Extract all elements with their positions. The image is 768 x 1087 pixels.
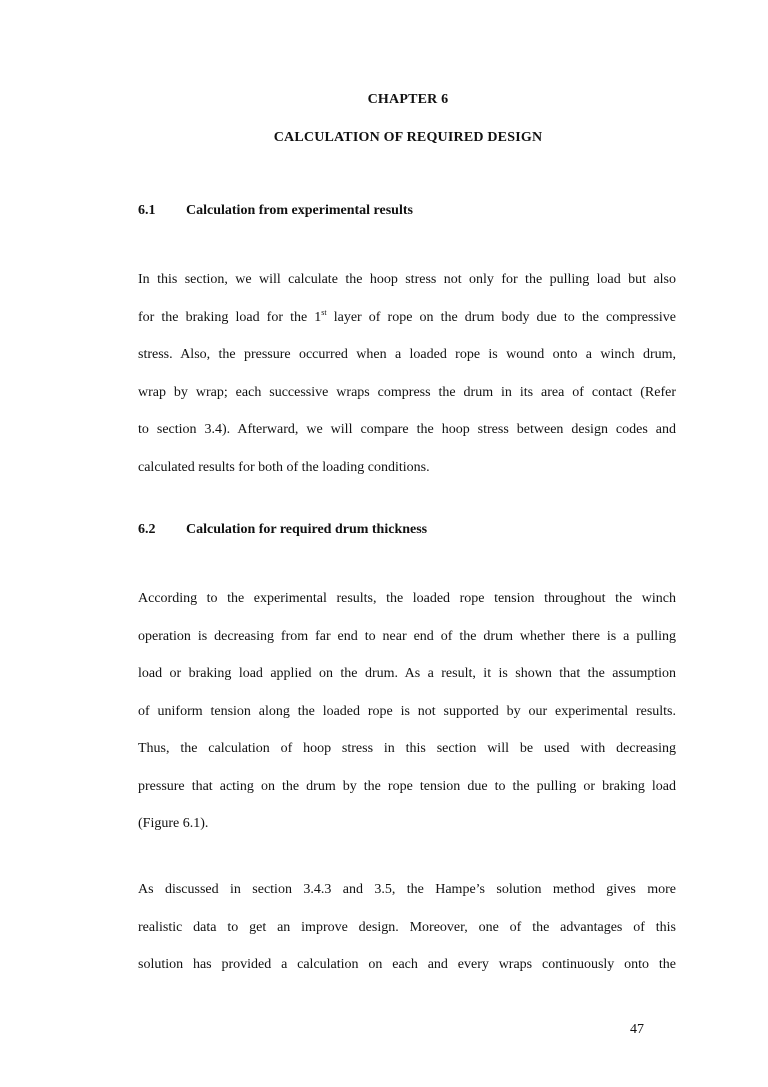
paragraph-intro [138,261,676,486]
superscript: st [321,307,327,317]
paragraph-line: stress. Also, the pressure occurred when a loaded rope is wound onto a winch drum, [138,347,676,362]
paragraph-line: of uniform tension along the loaded rope is not supported by our experimental results. [138,703,676,719]
section-title: Calculation for required drum thickness [186,522,428,537]
text-span: layer of rope on the drum body due to the compressive [326,309,676,325]
text-span: for the braking load for the 1 [138,309,322,325]
paragraph-line: In this section, we will calculate the hoop stress not only for the pulling load but also [138,272,676,287]
paragraph-line: solution has provided a calculation on each and every wraps continuously onto the [138,957,676,972]
paragraph-line: According to the experimental results, the loaded rope tension throughout the winch [138,591,676,606]
paragraph-line: to section 3.4). Afterward, we will compare the hoop stress between design codes and [138,422,676,437]
paragraph-drum-thickness [138,580,676,843]
section-number: 6.1 [138,203,156,218]
paragraph-line: calculated results for both of the loading conditions. [138,459,430,475]
paragraph-line [138,299,676,337]
paragraph-line: load or braking load applied on the drum. As a result, it is shown that the assumption [138,666,676,681]
section-number: 6.2 [138,522,156,537]
section-heading-6-1 [138,203,413,219]
paragraph-line: wrap by wrap; each successive wraps compress the drum in its area of contact (Refer [138,384,676,400]
paragraph-hampe-method [138,871,676,984]
paragraph-line: pressure that acting on the drum by the rope tension due to the pulling or braking load [138,778,676,794]
chapter-label: CHAPTER 6 [367,92,449,107]
section-title: Calculation from experimental results [186,203,413,218]
paragraph-line: operation is decreasing from far end to near end of the drum whether there is a pulling [138,628,676,644]
paragraph-line: (Figure 6.1). [138,816,209,831]
section-heading-6-2 [138,522,427,538]
chapter-title: CALCULATION OF REQUIRED DESIGN [273,130,543,145]
page-number: 47 [630,1022,644,1037]
paragraph-line: realistic data to get an improve design. Moreover, one of the advantages of this [138,919,676,935]
paragraph-line: Thus, the calculation of hoop stress in this section will be used with decreasing [138,741,676,756]
paragraph-line: As discussed in section 3.4.3 and 3.5, the Hampe’s solution method gives more [138,882,676,897]
